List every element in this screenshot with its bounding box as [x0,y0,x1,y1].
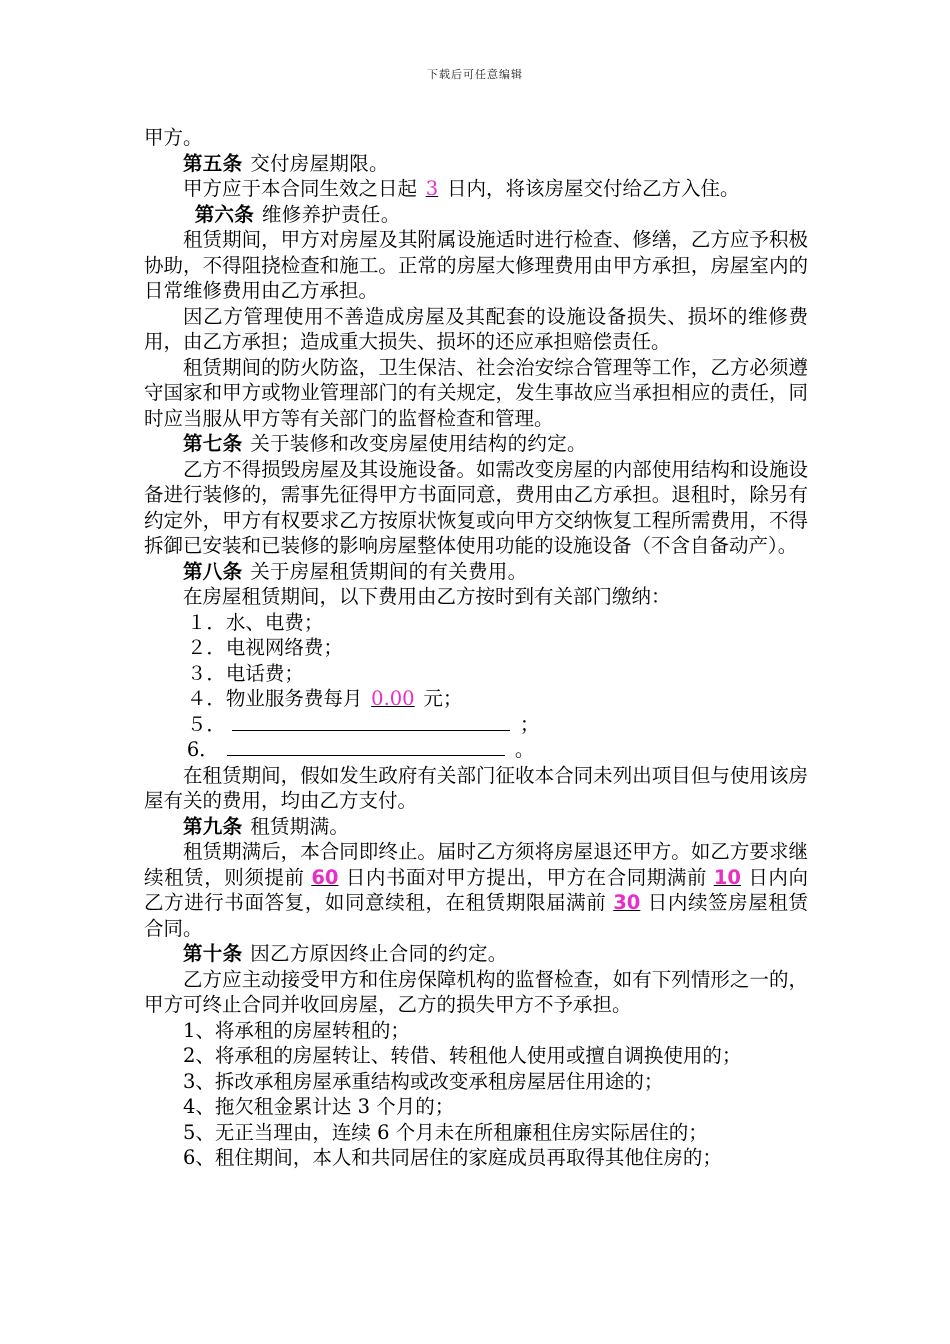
article-7-heading [144,431,808,457]
text: 日内书面对甲方提出，甲方在合同期满前 [345,865,707,889]
article-6-heading [144,202,808,228]
fill-in-fee: 0.00 [371,687,415,710]
text: 租赁期满后，本合同即终止。届时乙方须将房屋退还甲方。如乙方要求继续租赁，则须提前 [144,840,808,889]
text: ５． [186,712,226,736]
article-title: 交付房屋期限。 [250,151,389,175]
list-item: 1、将承租的房屋转租的； [183,1018,410,1042]
list-item [144,686,808,712]
list-item: 4、拖欠租金累计达 3 个月的； [183,1095,455,1118]
fill-in-days: 60 [311,865,339,889]
blank-line [232,712,510,731]
text: 6． [186,738,219,761]
paragraph: 在租赁期间，假如发生政府有关部门征收本合同未列出项目但与使用该房屋有关的费用，均由乙方支付。 [144,763,808,812]
paragraph: 乙方应主动接受甲方和住房保障机构的监督检查，如有下列情形之一的，甲方可终止合同并收回房屋，乙方的损失甲方不予承担。 [144,967,808,1016]
article-label: 第八条 [183,559,243,583]
article-label: 第七条 [183,432,243,455]
article-label: 第五条 [183,151,243,175]
text: 。 [514,738,535,761]
list-item [144,712,808,738]
article-9-heading [144,814,808,840]
contract-body [144,125,808,1171]
article-5-heading [144,151,808,177]
list-item: ３．电话费； [186,661,304,685]
paragraph [144,839,808,941]
text: ； [519,712,540,736]
text: 日内，将该房屋交付给乙方入住。 [446,177,740,200]
article-label: 第九条 [183,814,243,838]
paragraph: 在房屋租赁期间，以下费用由乙方按时到有关部门缴纳： [183,585,671,608]
text: 日内向乙方进行书面答复，如同意续租，在租赁期限届满前 [144,865,808,914]
paragraph: 乙方不得损毁房屋及其设施设备。如需改变房屋的内部使用结构和设施设备进行装修的，需事先征得甲方书面同意，费用由乙方承担。退租时，除另有约定外，甲方有权要求乙方按原状恢复或向甲方交纳恢复工程所需费用，不得拆御已安装和已装修的影响房屋整体使用功能的设施设备（不含自备动产）。 [144,457,808,557]
article-title: 关于房屋租赁期间的有关费用。 [250,559,528,583]
paragraph: 因乙方管理使用不善造成房屋及其配套的设施设备损失、损坏的维修费用，由乙方承担；造成重大损失、损坏的还应承担赔偿责任。 [144,304,808,353]
paragraph [144,176,808,202]
article-8-heading [144,559,808,585]
article-10-heading [144,941,808,967]
article-title: 因乙方原因终止合同的约定。 [250,942,508,965]
text: 日内续签房屋租赁合同。 [144,891,808,940]
fill-in-days: 10 [713,865,741,889]
paragraph: 租赁期间的防火防盗，卫生保洁、社会治安综合管理等工作，乙方必须遵守国家和甲方或物业管理部门的有关规定，发生事故应当承担相应的责任，同时应当服从甲方等有关部门的监督检查和管理。 [144,355,808,430]
article-title: 关于装修和改变房屋使用结构的约定。 [250,432,587,455]
list-item: 3、拆改承租房屋承重结构或改变承租房屋居住用途的； [183,1069,664,1093]
article-title: 租赁期满。 [250,814,350,838]
article-label: 第六条 [194,202,255,226]
list-item: １．水、电费； [186,610,324,634]
paragraph: 租赁期间，甲方对房屋及其附属设施适时进行检查、修缮，乙方应予积极协助，不得阻挠检查和施工。正常的房屋大修理费用由甲方承担，房屋室内的日常维修费用由乙方承担。 [144,228,808,302]
blank-line [227,737,505,756]
article-label: 第十条 [183,942,243,965]
page-header: 下载后可任意编辑 [427,68,523,81]
paragraph: 甲方。 [144,126,203,149]
article-title: 维修养护责任。 [261,202,401,226]
list-item: 2、将承租的房屋转让、转借、转租他人使用或擅自调换使用的； [183,1044,742,1067]
fill-in-days: 30 [613,891,641,914]
list-item [144,737,808,763]
list-item: 6、租住期间，本人和共同居住的家庭成员再取得其他住房的； [183,1146,722,1169]
list-item: 5、无正当理由，连续 6 个月未在所租廉租住房实际居住的； [183,1120,708,1144]
fill-in-days: 3 [425,177,439,200]
text: 甲方应于本合同生效之日起 [183,177,418,200]
text: ４．物业服务费每月 [186,687,363,710]
list-item: ２．电视网络费； [186,636,343,659]
text: 元； [423,687,463,710]
